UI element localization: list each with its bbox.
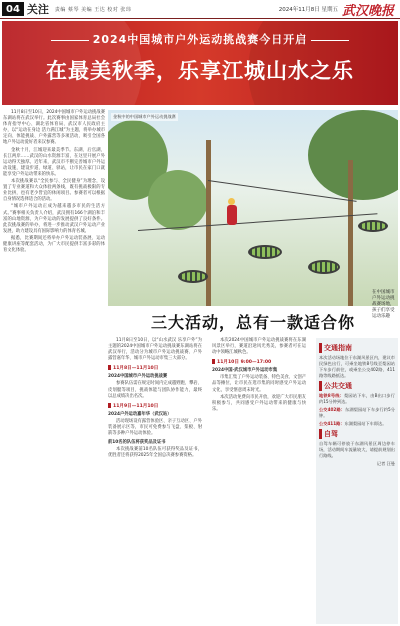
photo-tree: [308, 110, 398, 200]
public-transport-heading: 公共交通: [319, 381, 395, 391]
activities-column-2: [212, 338, 306, 414]
page-header: [0, 0, 400, 19]
transport-label: 地铁8号线：: [319, 393, 344, 398]
traffic-guide-heading: 交通指南: [319, 343, 395, 353]
transport-text: 东湖梨园站下车步行约5分钟。: [319, 407, 395, 418]
transport-label: 公交402路：: [319, 407, 346, 412]
schedule-heading-2: [108, 403, 202, 409]
section-title: 关注: [26, 3, 49, 16]
left-paragraph-3: 本次挑战赛以“全民参与、全民健身”为理念，设置了专业赛道和大众体验两条线，既有挑战极限的专业比拼，也有老少皆宜的休闲项目。参赛者可以根据自身情况选择适合的活动。: [3, 179, 105, 203]
kicker: [2, 31, 398, 47]
activities-column-1: [108, 338, 202, 460]
photo-tree: [148, 170, 208, 230]
column2-paragraph-1: 本次2024中国城市户外运动挑战赛将在东湖风景区举行，赛道沿途风光秀美，参赛者可在运动中领略江城秋色。: [212, 338, 306, 356]
self-drive-text: 自驾车辆可停放于东湖风景区周边停车场，活动期间车流量较大，请提前规划出行路线。: [319, 441, 395, 458]
newspaper-logo: 武汉晚报: [341, 3, 394, 19]
schedule-heading-3: [212, 359, 306, 365]
schedule-marker: [108, 403, 111, 408]
kicker-line-right: [311, 40, 349, 41]
left-paragraph-4: “城市户外运动正成为越来越多市民的生活方式。”赛事相关负责人介绍，武汉拥有166个湖泊和丰富的山地资源，为户外运动的发展提供了良好条件。此次挑战赛的举办，将进一步推动武汉户外运动产业发展，助力建设具有国际影响力的体育名城。: [3, 204, 105, 234]
page-number: 04: [2, 2, 24, 16]
schedule-marker: [108, 365, 111, 370]
schedule-marker: [212, 359, 215, 364]
schedule-time: 11月10日 9:00—17:00: [217, 360, 272, 366]
photo-side-caption: 在中国城市户外运动挑战赛场地，孩子们享受运动乐趣: [372, 290, 395, 319]
kicker-line-left: [51, 40, 89, 41]
photo-pole: [348, 160, 353, 306]
schedule-body: 活动现场设有露营体验区、亲子互动区、户外装备展示区等，市民可免费参与飞盘、桨板、射箭等多种户外运动体验。: [108, 418, 202, 437]
traffic-guide-text: 本次活动场地位于东湖风景区内，建议市民绿色出行，可乘坐地铁8号线至梨园站下车步行前往，或乘坐公交402路、411路等线路抵达。: [319, 355, 395, 378]
reporter-credit: 记者 汪曼: [376, 461, 395, 466]
left-paragraph-1: 11月8日至10日，2024中国城市户外运动挑战赛东湖站将在武汉举行。此次赛事由国家体育总局社会体育指导中心、湖北省体育局、武汉市人民政府主办，以“运动在身边 活力满江城”为主题，将举办城市定向、体能挑战、户外露营等多项活动，吸引全国各地户外运动爱好者来汉参赛。: [3, 110, 105, 146]
schedule-time: 11月9日—11月10日: [113, 403, 159, 409]
left-article-column: [3, 110, 105, 255]
left-paragraph-2: 金秋十月，江城迎来最美季节。东湖、后官湖、长江两岸……武汉的山水资源丰富，在这里开展户外运动得天独厚。近年来，武汉市不断完善城市户外运动设施，建设步道、绿道、驿站，让市民在家门口就能享受户外运动带来的快乐。: [3, 147, 105, 177]
photo-disc-platform: [308, 260, 340, 274]
activities-intro: 11月8日至10日，以“山水武汉 乐享户外”为主题的2024中国城市户外运动挑战赛东湖站将在武汉举行，活动分为城市户外运动挑战赛、户外露营嘉年华、城市户外运动市集三大部分。: [108, 338, 202, 362]
schedule-body: 参赛队伍需在规定时间内完成越野跑、攀岩、皮划艇等项目，挑战体能与团队协作能力，最终以总成绩决出名次。: [108, 381, 202, 399]
headline-banner: [2, 21, 398, 105]
self-drive-heading: 自驾: [319, 429, 395, 439]
kicker-text: 2024中国城市户外运动挑战赛今日开启: [92, 33, 308, 46]
transport-label: 公交411路：: [319, 421, 345, 426]
photo-person: [227, 205, 237, 225]
photo-inline-caption: 金秋中的中国城市户外运动挑战赛: [113, 114, 176, 119]
photo-person-head: [228, 198, 235, 205]
left-paragraph-5: 据悉，比赛期间还将举办户外运动装备展、运动健康讲座等配套活动，为广大市民提供丰富多彩的体育文化体验。: [3, 235, 105, 254]
event-photo: [108, 110, 398, 306]
issue-date: 2024年11月8日 星期五: [278, 7, 338, 13]
transport-text: 梨园站下车，由B出口步行约15分钟到达。: [319, 393, 395, 404]
schedule-time: 11月8日—11月10日: [113, 366, 159, 372]
traffic-sidebar: [316, 338, 398, 624]
transport-item: [319, 421, 395, 427]
transport-item: [319, 393, 395, 405]
section-subheadline: 三大活动，总有一款适合你: [150, 313, 355, 332]
schedule-heading-1: [108, 365, 202, 371]
editor-credits: 责编 蔡琴 美编 王达 校对 张玮: [54, 6, 132, 13]
photo-disc-platform: [248, 245, 282, 259]
schedule-title: 2024中国·武汉城市户外运动市集: [212, 368, 278, 374]
awards-heading: 前10名的队伍将获奖品及证书: [108, 440, 166, 446]
awards-body: 本次挑战赛前10名队伍可获得奖品及证书，优胜者还将获得2025年全国总决赛参赛资格。: [108, 447, 202, 459]
column2-paragraph-3: 本次活动免费向市民开放，欢迎广大市民朋友积极参与，共同感受户外运动带来的健康与快乐。: [212, 394, 306, 412]
transport-text: 东湖梨园站下车即达。: [344, 421, 387, 426]
photo-disc-platform: [358, 220, 388, 232]
schedule-title: 2024中国城市户外运动挑战赛: [108, 374, 168, 380]
column2-paragraph-2: 市集汇集了户外运动装备、特色美食、文创产品等摊位，让市民在逛市集的同时感受户外运动文化，享受惬意周末时光。: [212, 375, 306, 393]
photo-disc-platform: [178, 270, 208, 283]
transport-item: [319, 407, 395, 419]
photo-pole: [206, 140, 211, 306]
schedule-title: 2024户外运动嘉年华（武汉站）: [108, 411, 172, 417]
main-headline: 在最美秋季，乐享江城山水之乐: [46, 59, 354, 83]
